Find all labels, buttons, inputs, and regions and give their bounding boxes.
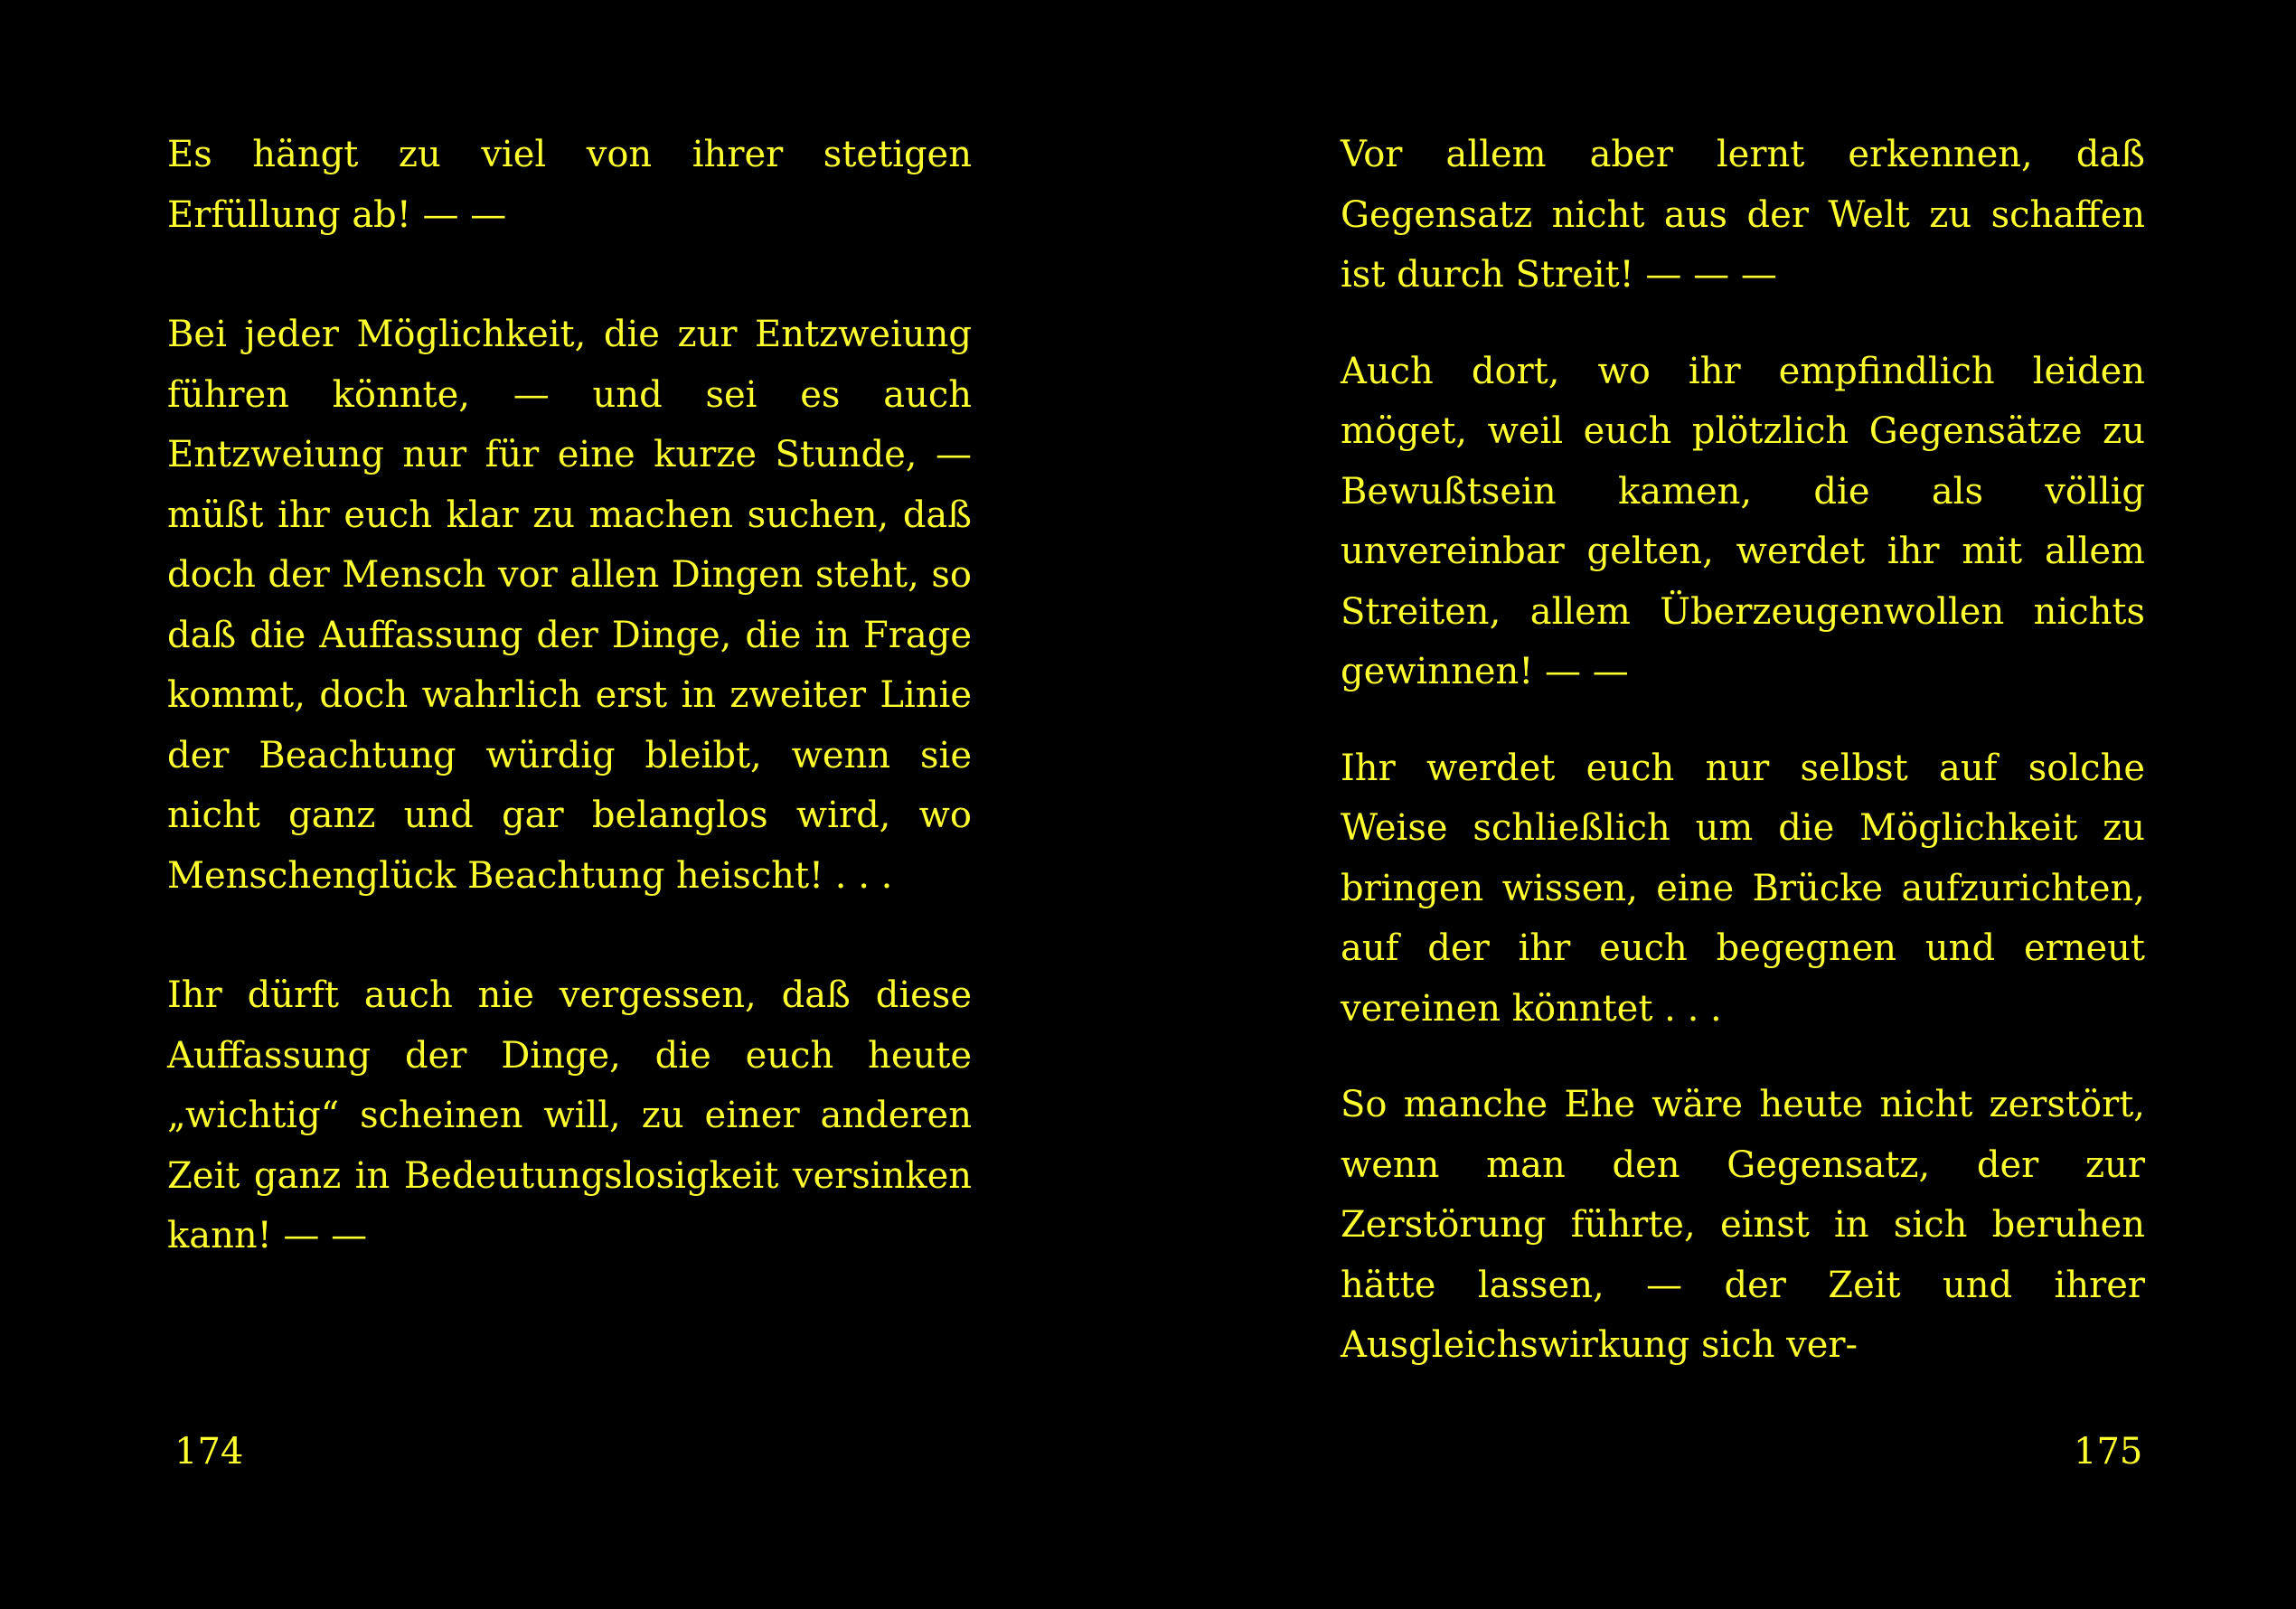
page-number: 174 xyxy=(174,1431,244,1473)
paragraph: Ihr werdet euch nur selbst auf solche Weise schließlich um die Möglichkeit zu bringen wissen, eine Brücke aufzurichten, auf der ihr euch begegnen und erneut vereinen könntet . . . xyxy=(1341,747,2145,1030)
paragraph: Bei jeder Möglichkeit, die zur Entzweiung führen könnte, — und sei es auch Entzweiung nur für eine kurze Stunde, — müßt ihr euch klar zu machen suchen, daß doch der Mensch vor allen Dingen steht, so daß die Auffassung der Dinge, die in Frage kommt, doch wahrlich erst in zweiter Linie der Beachtung würdig bleibt, wenn sie nicht ganz und gar belanglos wird, wo Menschenglück Beachtung heischt! . . . xyxy=(167,314,972,897)
paragraph: Es hängt zu viel von ihrer stetigen Erfüllung ab! — — xyxy=(167,134,972,236)
paragraph: Ihr dürft auch nie vergessen, daß diese Auffassung der Dinge, die euch heute „wichtig“ scheinen will, zu einer anderen Zeit ganz in Bedeutungslosigkeit versinken kann! — — xyxy=(167,974,972,1256)
right-page xyxy=(1148,0,2296,1609)
paragraph: So manche Ehe wäre heute nicht zerstört, wenn man den Gegensatz, der zur Zerstörung führte, einst in sich beruhen hätte lassen, — der Zeit und ihrer Ausgleichswirkung sich ver- xyxy=(1341,1084,2145,1366)
left-page-text xyxy=(167,125,972,1326)
right-page-text xyxy=(1341,125,2145,1412)
page-number: 175 xyxy=(2074,1431,2143,1473)
paragraph: Vor allem aber lernt erkennen, daß Gegensatz nicht aus der Welt zu schaffen ist durch Streit! — — — xyxy=(1341,134,2145,296)
paragraph: Auch dort, wo ihr empfindlich leiden möget, weil euch plötzlich Gegensätze zu Bewußtsein kamen, die als völlig unvereinbar gelten, werdet ihr mit allem Streiten, allem Überzeugenwollen nichts gewinnen! — — xyxy=(1341,350,2145,692)
